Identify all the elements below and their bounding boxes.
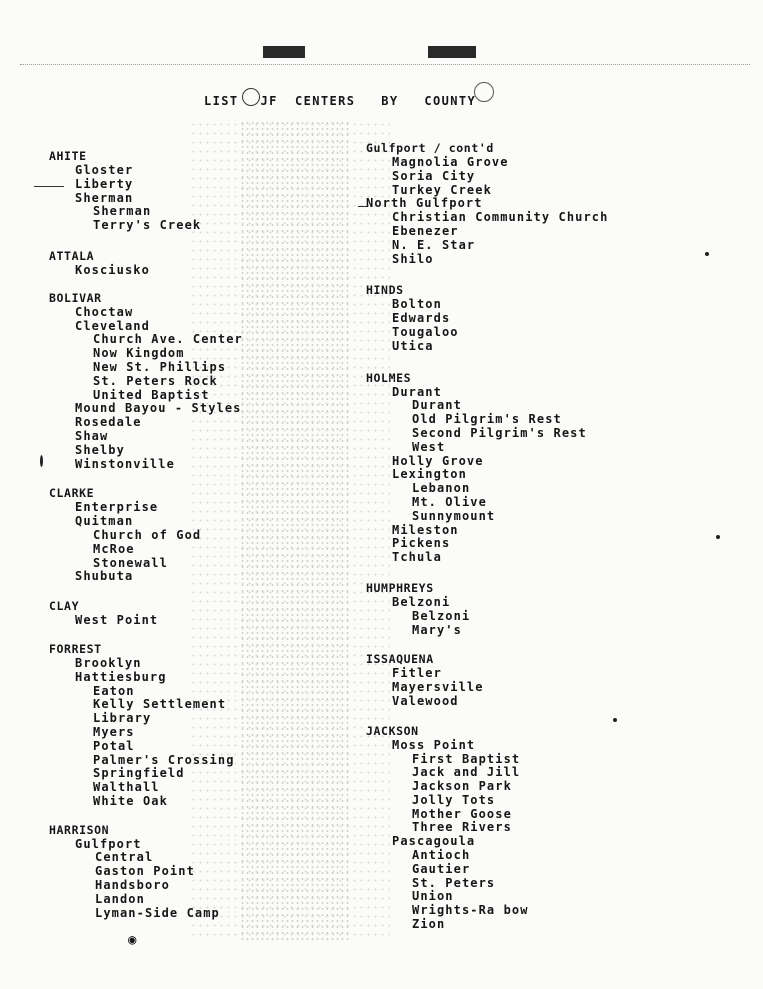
center-entry: Terry's Creek [93, 218, 202, 233]
center-entry: Shilo [392, 251, 434, 266]
center-entry: Kosciusko [75, 262, 150, 277]
center-entry: Choctaw [75, 304, 134, 319]
scan-tab-mark [428, 46, 476, 58]
punch-hole [474, 82, 494, 102]
center-entry: Belzoni [412, 608, 471, 623]
page-title [204, 94, 476, 108]
center-entry: Union [412, 889, 454, 904]
county-heading: Gulfport / cont'd [366, 141, 494, 155]
center-entry: Church of God [93, 527, 202, 542]
county-block [49, 822, 299, 921]
center-entry: United Baptist [93, 387, 210, 402]
center-entry: Magnolia Grove [392, 155, 509, 169]
county-block [49, 641, 299, 809]
center-entry: First Baptist [412, 751, 521, 766]
county-heading: HUMPHREYS [366, 580, 434, 595]
center-entry: Potal [93, 738, 135, 753]
center-entry: Sherman [93, 204, 152, 219]
center-entry: Pascagoula [392, 834, 476, 849]
center-entry: Quitman [75, 514, 134, 529]
center-entry: Lexington [392, 467, 467, 482]
center-entry: Moss Point [392, 737, 476, 752]
center-entry: Valewood [392, 693, 459, 708]
county-heading: FORREST [49, 641, 102, 656]
center-entry: Winstonville [75, 456, 175, 471]
center-entry: Gloster [75, 163, 134, 177]
scan-tab-mark [263, 46, 305, 58]
center-entry: Gaston Point [95, 864, 195, 879]
left-column [49, 148, 299, 920]
title-word: COUNTY [424, 94, 477, 108]
center-entry: Mt. Olive [412, 494, 487, 509]
center-entry: Jolly Tots [412, 792, 496, 807]
center-entry: Mary's [412, 622, 462, 637]
scan-edge-line [20, 64, 750, 66]
center-entry: Shaw [75, 428, 109, 443]
center-entry: Landon [95, 891, 145, 906]
right-column [366, 140, 626, 932]
center-entry: Hattiesburg [75, 669, 167, 684]
center-entry: West [412, 439, 446, 454]
center-entry: Kelly Settlement [93, 697, 227, 712]
center-entry: Durant [412, 398, 462, 413]
center-entry: Zion [412, 917, 446, 932]
county-block [366, 580, 626, 637]
county-heading: HOLMES [366, 370, 412, 385]
county-block [49, 598, 299, 628]
center-entry: Church Ave. Center [93, 332, 243, 347]
center-entry: Holly Grove [392, 453, 484, 468]
county-block [366, 723, 626, 932]
county-heading: HINDS [366, 283, 404, 298]
center-entry: Now Kingdom [93, 346, 185, 361]
county-block [366, 140, 626, 266]
center-entry: Gautier [412, 861, 471, 876]
center-entry: Springfield [93, 766, 185, 781]
center-entry: Shelby [75, 442, 125, 457]
center-entry: Three Rivers [412, 820, 512, 835]
center-entry: Edwards [392, 311, 451, 326]
county-heading: ISSAQUENA [366, 652, 434, 667]
title-word: LIST [204, 94, 239, 108]
center-entry: Lyman-Side Camp [95, 905, 220, 920]
scan-speck [716, 535, 720, 539]
center-entry: Stonewall [93, 555, 168, 570]
center-entry: Durant [392, 384, 442, 399]
center-entry: Cleveland [75, 318, 150, 333]
county-block [49, 148, 299, 233]
scan-speck [40, 455, 43, 467]
scan-speck [705, 252, 709, 256]
center-entry: Fitler [392, 666, 442, 681]
center-entry: St. Peters [412, 875, 496, 890]
center-entry: Liberty [75, 176, 134, 191]
center-entry: Sherman [75, 190, 134, 205]
center-entry: Jack and Jill [412, 765, 521, 780]
center-entry: Palmer's Crossing [93, 752, 235, 767]
county-block [366, 282, 626, 353]
county-heading: BOLIVAR [49, 290, 102, 305]
center-entry: Utica [392, 338, 434, 353]
center-entry: Mayersville [392, 680, 484, 695]
center-entry: Old Pilgrim's Rest [412, 412, 562, 427]
title-word: JF [260, 94, 278, 108]
center-entry: Tchula [392, 550, 442, 565]
center-entry: Pickens [392, 536, 451, 551]
center-entry: Myers [93, 724, 135, 739]
center-entry: Tougaloo [392, 324, 459, 339]
center-entry: Bolton [392, 297, 442, 312]
center-entry: White Oak [93, 793, 168, 808]
county-heading: CLAY [49, 599, 80, 614]
county-block [366, 370, 626, 565]
center-entry: McRoe [93, 541, 135, 556]
center-entry: Eaton [93, 683, 135, 698]
county-heading: AHITE [49, 149, 87, 163]
center-entry: Rosedale [75, 415, 142, 430]
county-block [49, 248, 299, 278]
center-entry: Mileston [392, 522, 459, 537]
county-block [49, 485, 299, 584]
center-entry: Gulfport [75, 836, 142, 851]
center-entry: New St. Phillips [93, 359, 227, 374]
center-entry: Brooklyn [75, 655, 142, 670]
title-word: BY [381, 94, 399, 108]
center-entry: Wrights-Ra bow [412, 903, 529, 918]
county-heading: HARRISON [49, 822, 110, 837]
center-entry: Mound Bayou - Styles [75, 401, 242, 416]
center-entry: Sunnymount [412, 508, 496, 523]
center-entry: Enterprise [75, 500, 159, 515]
county-block [366, 651, 626, 708]
center-entry: Christian Community Church [392, 210, 609, 225]
center-entry: Ebenezer [392, 223, 459, 238]
center-entry: Central [95, 850, 154, 865]
center-entry: Shubuta [75, 569, 134, 584]
title-word: CENTERS [295, 94, 356, 108]
center-entry: Walthall [93, 780, 160, 795]
county-heading: JACKSON [366, 723, 419, 738]
county-block [49, 290, 299, 472]
center-entry: St. Peters Rock [93, 373, 218, 388]
center-entry: Belzoni [392, 594, 451, 609]
center-entry: Antioch [412, 848, 471, 863]
center-entry: Mother Goose [412, 806, 512, 821]
county-heading: CLARKE [49, 486, 95, 501]
center-entry: Jackson Park [412, 779, 512, 794]
center-entry: Soria City [392, 168, 476, 183]
bullet-mark: ◉ [128, 932, 137, 948]
center-entry: Second Pilgrim's Rest [412, 425, 587, 440]
center-entry: Library [93, 711, 152, 726]
center-entry: Turkey Creek [392, 182, 492, 197]
center-entry: N. E. Star [392, 237, 476, 252]
center-entry: West Point [75, 613, 159, 628]
center-entry: Lebanon [412, 481, 471, 496]
center-entry: North Gulfport [366, 196, 483, 211]
county-heading: ATTALA [49, 248, 95, 263]
center-entry: Handsboro [95, 878, 170, 893]
